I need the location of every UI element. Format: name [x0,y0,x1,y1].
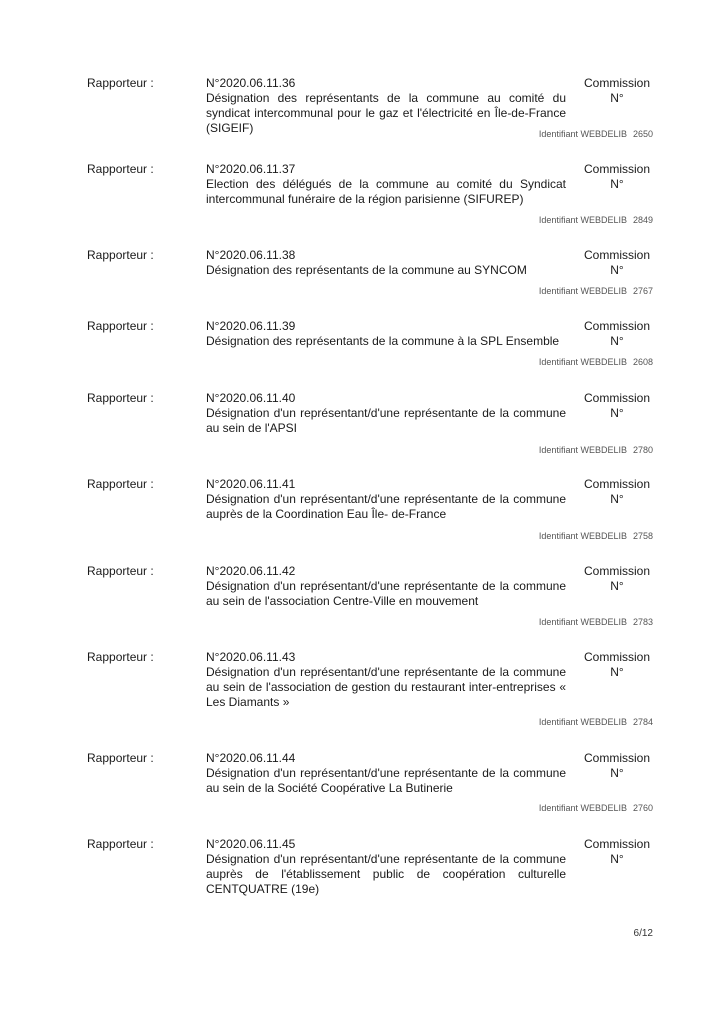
commission-block [584,248,650,278]
deliberation-title: Désignation des représentants de la commune au SYNCOM [206,263,527,277]
webdelib-identifier [539,617,653,628]
rapporteur-label: Rapporteur : [87,650,154,664]
commission-label: Commission [584,477,651,491]
webdelib-identifier [539,803,653,814]
deliberation-title: Désignation d'un représentant/d'une représentante de la commune au sein de l'APSI [206,406,566,435]
webdelib-label: Identifiant WEBDELIB [538,531,627,541]
commission-label: Commission [584,751,651,765]
commission-number-label: N° [610,406,624,420]
rapporteur-label: Rapporteur : [87,162,154,176]
webdelib-identifier [539,129,653,140]
deliberation-title: Désignation d'un représentant/d'une représentante de la commune auprès de la Coordination Eau Île- de-France [206,492,566,521]
deliberation-title: Désignation d'un représentant/d'une représentante de la commune au sein de l'association de gestion du restaurant inter-entreprises « Les Diamants » [206,665,566,709]
rapporteur-label: Rapporteur : [87,837,154,851]
deliberation-title: Désignation d'un représentant/d'une représentante de la commune au sein de la Société Coopérative La Butinerie [206,766,566,795]
webdelib-identifier [539,357,653,368]
commission-block [584,650,650,680]
deliberation-number: N°2020.06.11.37 [206,162,296,176]
commission-number-label: N° [610,852,624,866]
commission-block [584,477,650,507]
entry-content [206,564,566,609]
deliberation-title: Désignation d'un représentant/d'une représentante de la commune auprès de l'établissement public de coopération culturelle CENTQUATRE (19e) [206,852,566,896]
deliberation-number: N°2020.06.11.44 [206,751,296,765]
webdelib-id: 2758 [632,531,653,541]
commission-block [584,564,650,594]
commission-label: Commission [584,162,651,176]
webdelib-identifier [539,445,653,456]
commission-number-label: N° [610,665,624,679]
deliberation-number: N°2020.06.11.41 [206,477,296,491]
webdelib-id: 2849 [632,215,653,225]
entry-content [206,477,566,522]
webdelib-label: Identifiant WEBDELIB [538,129,627,139]
deliberation-title: Désignation des représentants de la commune à la SPL Ensemble [206,334,560,348]
webdelib-identifier [539,717,653,728]
commission-number-label: N° [610,334,624,348]
entry-content [206,751,566,796]
commission-number-label: N° [610,492,624,506]
rapporteur-label: Rapporteur : [87,319,154,333]
commission-label: Commission [584,248,651,262]
webdelib-id: 2783 [632,617,653,627]
commission-label: Commission [584,76,651,90]
entry-content [206,162,566,207]
webdelib-id: 2767 [632,286,653,296]
deliberation-number: N°2020.06.11.45 [206,837,296,851]
commission-label: Commission [584,564,651,578]
webdelib-identifier [539,286,653,297]
webdelib-id: 2650 [632,129,653,139]
deliberation-number: N°2020.06.11.36 [206,76,296,90]
webdelib-label: Identifiant WEBDELIB [538,717,627,727]
entry-content [206,391,566,436]
webdelib-id: 2608 [632,357,653,367]
webdelib-label: Identifiant WEBDELIB [538,445,627,455]
rapporteur-label: Rapporteur : [87,76,154,90]
webdelib-label: Identifiant WEBDELIB [538,286,627,296]
commission-block [584,837,650,867]
commission-number-label: N° [610,579,624,593]
commission-number-label: N° [610,91,624,105]
entry-content [206,650,566,710]
deliberation-title: Election des délégués de la commune au comité du Syndicat intercommunal funéraire de la région parisienne (SIFUREP) [206,177,566,206]
deliberation-title: Désignation des représentants de la commune au comité du syndicat intercommunal pour le gaz et l'électricité en Île-de-France (SIGEIF) [206,91,566,135]
deliberation-number: N°2020.06.11.38 [206,248,296,262]
deliberation-number: N°2020.06.11.42 [206,564,296,578]
rapporteur-label: Rapporteur : [87,477,154,491]
commission-number-label: N° [610,263,624,277]
deliberation-number: N°2020.06.11.40 [206,391,296,405]
commission-label: Commission [584,319,651,333]
commission-block [584,751,650,781]
rapporteur-label: Rapporteur : [87,248,154,262]
page-number: 6/12 [633,928,653,939]
rapporteur-label: Rapporteur : [87,391,154,405]
entry-content [206,837,566,897]
rapporteur-label: Rapporteur : [87,751,154,765]
entry-content [206,319,566,349]
entry-content [206,248,566,278]
webdelib-label: Identifiant WEBDELIB [538,215,627,225]
deliberation-number: N°2020.06.11.39 [206,319,296,333]
commission-label: Commission [584,391,651,405]
webdelib-id: 2784 [632,717,653,727]
webdelib-identifier [539,215,653,226]
commission-number-label: N° [610,766,624,780]
commission-block [584,391,650,421]
commission-block [584,76,650,106]
webdelib-id: 2760 [632,803,653,813]
deliberation-title: Désignation d'un représentant/d'une représentante de la commune au sein de l'association Centre-Ville en mouvement [206,579,566,608]
commission-block [584,319,650,349]
commission-block [584,162,650,192]
webdelib-label: Identifiant WEBDELIB [538,357,627,367]
commission-number-label: N° [610,177,624,191]
webdelib-label: Identifiant WEBDELIB [538,803,627,813]
webdelib-identifier [539,531,653,542]
deliberation-number: N°2020.06.11.43 [206,650,296,664]
webdelib-label: Identifiant WEBDELIB [538,617,627,627]
commission-label: Commission [584,650,651,664]
rapporteur-label: Rapporteur : [87,564,154,578]
entry-content [206,76,566,136]
webdelib-id: 2780 [632,445,653,455]
commission-label: Commission [584,837,651,851]
